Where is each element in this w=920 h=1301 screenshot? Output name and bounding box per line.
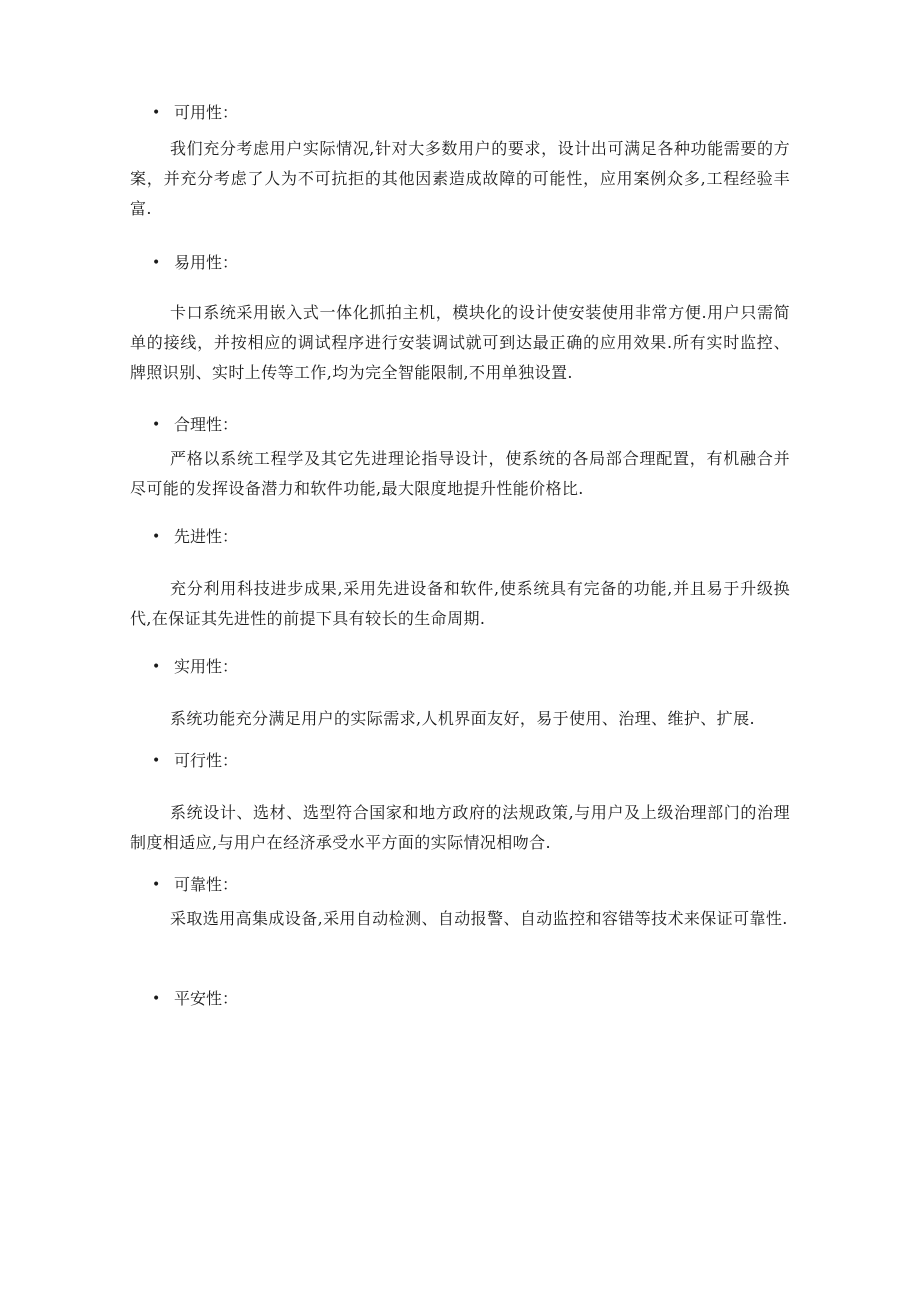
- section-body: 系统功能充分满足用户的实际需求,人机界面友好，易于使用、治理、维护、扩展.: [170, 709, 755, 728]
- bullet-item: [0, 986, 920, 1012]
- bullet-item: [0, 654, 920, 680]
- section-rationality: [0, 412, 920, 498]
- section-safety: [0, 986, 920, 1012]
- section-heading: 平安性：: [174, 989, 239, 1008]
- bullet-dot-icon: •: [152, 753, 161, 769]
- section-body: 采取选用高集成设备,采用自动检测、自动报警、自动监控和容错等技术来保证可靠性.: [170, 909, 788, 928]
- section-heading: 可靠性：: [174, 875, 239, 894]
- bullet-item: [0, 524, 920, 550]
- bullet-dot-icon: •: [152, 255, 161, 271]
- section-reliability: [0, 872, 920, 928]
- section-body: 系统设计、选材、选型符合国家和地方政府的法规政策,与用户及上级治理部门的治理制度相适应,与用户在经济承受水平方面的实际情况相吻合.: [130, 803, 790, 852]
- section-practicality: [0, 654, 920, 728]
- section-heading: 实用性：: [174, 657, 239, 676]
- bullet-item: [0, 872, 920, 898]
- section-heading: 合理性：: [174, 415, 239, 434]
- bullet-dot-icon: •: [152, 417, 161, 433]
- bullet-dot-icon: •: [152, 105, 161, 121]
- section-body: 严格以系统工程学及其它先进理论指导设计，使系统的各局部合理配置，有机融合并尽可能的发挥设备潜力和软件功能,最大限度地提升性能价格比.: [130, 449, 790, 498]
- bullet-dot-icon: •: [152, 659, 161, 675]
- bullet-item: [0, 250, 920, 276]
- section-body: 我们充分考虑用户实际情况,针对大多数用户的要求，设计出可满足各种功能需要的方案，并充分考虑了人为不可抗拒的其他因素造成故障的可能性，应用案例众多,工程经验丰富.: [130, 139, 790, 218]
- section-heading: 可行性：: [174, 751, 239, 770]
- bullet-item: [0, 748, 920, 774]
- section-availability: [0, 100, 920, 218]
- section-heading: 先进性：: [174, 527, 239, 546]
- section-heading: 易用性：: [174, 253, 239, 272]
- section-body: 充分利用科技进步成果,采用先进设备和软件,使系统具有完备的功能,并且易于升级换代,在保证其先进性的前提下具有较长的生命周期.: [130, 579, 790, 628]
- section-advancement: [0, 524, 920, 628]
- bullet-item: [0, 412, 920, 438]
- section-heading: 可用性：: [174, 103, 239, 122]
- section-body: 卡口系统采用嵌入式一体化抓拍主机，模块化的设计使安装使用非常方便.用户只需简单的接线，并按相应的调试程序进行安装调试就可到达最正确的应用效果.所有实时监控、牌照识别、实时上传等工作,均为完全智能限制,不用单独设置.: [130, 303, 790, 382]
- section-usability: [0, 250, 920, 382]
- bullet-dot-icon: •: [152, 529, 161, 545]
- bullet-item: [0, 100, 920, 126]
- section-feasibility: [0, 748, 920, 852]
- bullet-dot-icon: •: [152, 877, 161, 893]
- bullet-dot-icon: •: [152, 991, 161, 1007]
